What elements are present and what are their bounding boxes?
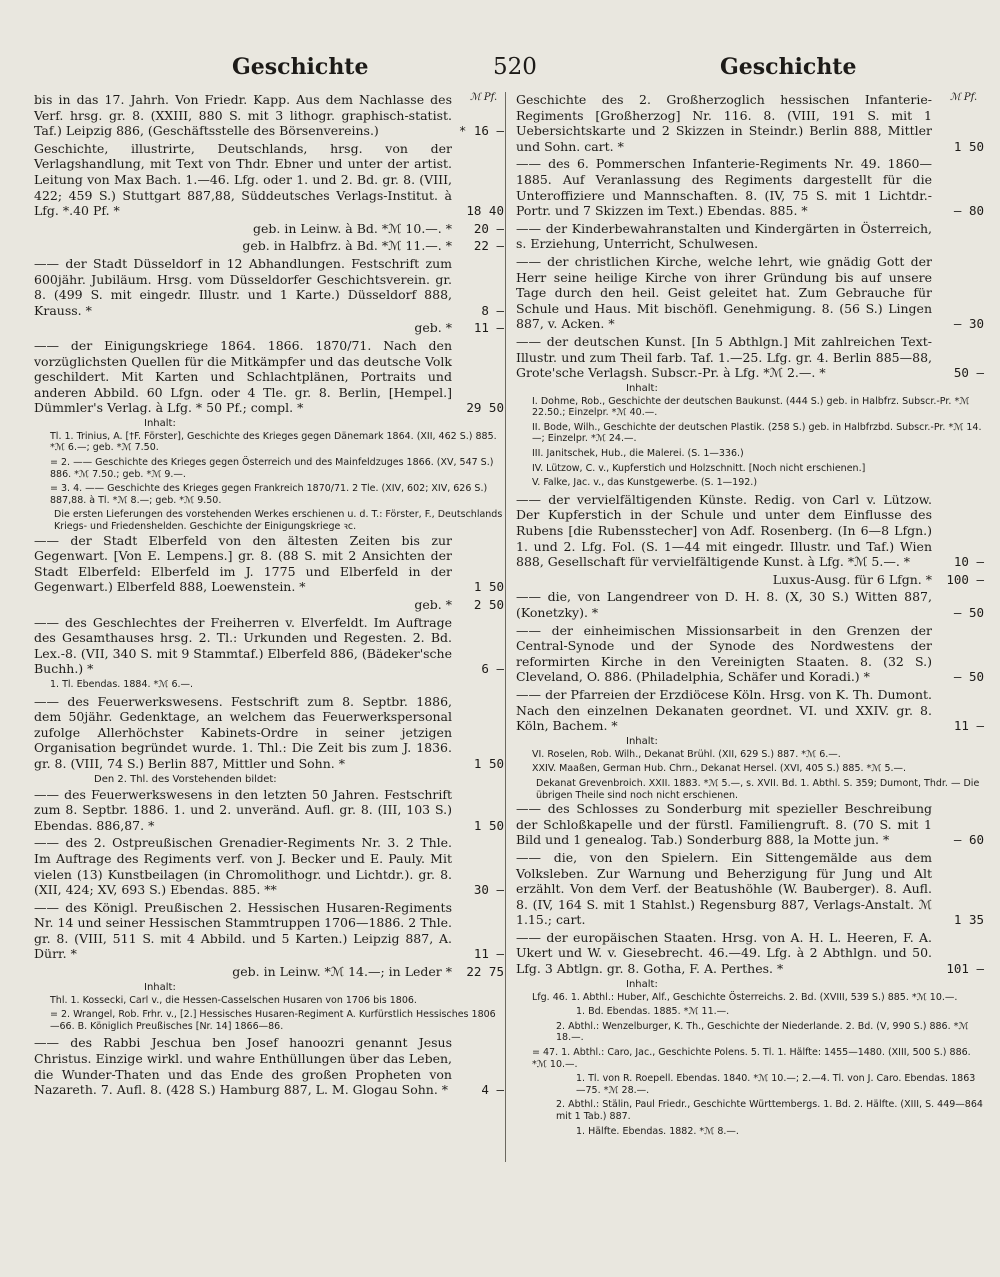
entry-text: —— die, von Langendreer von D. H. 8. (X, 30 S.) Witten 887, (Konetzky). *	[516, 589, 932, 620]
sub-entry: III. Janitschek, Hub., die Malerei. (S. 1—336.)	[532, 448, 744, 460]
catalog-entry	[516, 92, 984, 154]
entry-text: Luxus-Ausg. für 6 Lfgn. *	[772, 571, 932, 587]
catalog-entry	[34, 900, 504, 962]
entry-text: —— des Geschlechtes der Freiherren v. Elverfeldt. Im Auftrage des Gesamthauses hrsg. 2. Tl.: Urkunden und Regesten. 2. Bd. Lex.-8. (VII, 340 S. mit 9 Stammtaf.) Elberfeld 886, (Bädeker'sche Buchh.) *	[34, 614, 452, 677]
sub-entry: Tl. 1. Trinius, A. [†F. Förster], Geschichte des Krieges gegen Dänemark 1864. (XII, 462 S.) 885. *ℳ 6.—; geb. *ℳ 7.50.	[50, 430, 497, 454]
entry-price: 11 —	[473, 946, 504, 962]
catalog-entry	[516, 930, 984, 977]
sub-entry: VI. Roselen, Rob. Wilh., Dekanat Brühl. (XII, 629 S.) 887. *ℳ 6.—.	[532, 748, 841, 760]
entry-text: —— des Schlosses zu Sonderburg mit spezieller Beschreibung der Schloßkapelle und der fürstl. Familiengruft. 8. (70 S. mit 1 Bild und 1 genealog. Tab.) Sonderburg 888, la Motte jun. *	[516, 801, 932, 848]
entry-price: 11 —	[953, 718, 984, 734]
entry-price: — 30	[953, 316, 984, 332]
catalog-entry	[34, 338, 504, 416]
contents-heading: Inhalt:	[626, 978, 658, 990]
entry-text: —— der Stadt Elberfeld von den ältesten Zeiten bis zur Gegenwart. [Von E. Lempens.] gr. 8. (88 S. mit 2 Ansichten der Stadt Elberfeld: Elberfeld im J. 1775 und Elberfeld in der Gegenwart.) Elberfeld 888, Loewenstein. *	[34, 532, 452, 595]
sub-entry: 1. Hälfte. Ebendas. 1882. *ℳ 8.—.	[576, 1125, 739, 1137]
sub-entry: XXIV. Maaßen, German Hub. Chrn., Dekanat Hersel. (XVI, 405 S.) 885. *ℳ 5.—.	[532, 763, 907, 775]
entry-text: geb. *	[414, 597, 452, 612]
entry-price: 1 50	[473, 817, 504, 833]
entry-price: 18 40	[466, 203, 504, 219]
entry-price: 8 —	[481, 302, 504, 318]
entry-text: —— der Stadt Düsseldorf in 12 Abhandlungen. Festschrift zum 600jähr. Jubiläum. Hrsg. vom Düsseldorfer Geschichtsverein. gr. 8. (499 S. mit eingedr. Illustr. und 1 Karte.) Düsseldorf 888, Krauss. *	[34, 255, 452, 318]
sub-entry: V. Falke, Jac. v., das Kunstgewerbe. (S. 1—192.)	[532, 477, 758, 489]
entry-text: —— der vervielfältigenden Künste. Redig. von Carl v. Lützow. Der Kupferstich in der Schule und unter dem Einflusse des Rubens [die Rubensstecher] von Adf. Rosenberg. (In 6—8 Lfgn.) 1. und 2. Lfg. Fol. (S. 1—44 mit eingedr. Illustr. und Taf.) Wien 888, Gesellschaft für vervielfältigende Kunst. à Lfg. *ℳ 5.—. *	[516, 491, 932, 570]
entry-text: Geschichte, illustrirte, Deutschlands, hrsg. von der Verlagshandlung, mit Text von Thdr. Ebner und unter der artist. Leitung von Max Bach. 1.—46. Lfg. oder 1. und 2. Bd. gr. 8. (VIII, 422; 459 S.) Stuttgart 887,88, Süddeutsches Verlags-Institut. à Lfg. *.40 Pf. *	[34, 140, 452, 219]
entry-text: bis in das 17. Jahrh. Von Friedr. Kapp. Aus dem Nachlasse des Verf. hrsg. gr. 8. (XXIII, 880 S. mit 3 lithogr. graphisch-statist. Taf.) Leipzig 886, (Geschäftsstelle des Börsenvereins.)	[34, 92, 452, 139]
entry-price: 20 —	[473, 220, 504, 236]
entry-price: 100 —	[946, 571, 984, 587]
entry-note: Den 2. Thl. des Vorstehenden bildet:	[94, 773, 277, 785]
entry-text: —— des Rabbi Jeschua ben Josef hanoozri genannt Jesus Christus. Einzige wirkl. und wahre Enthüllungen über das Leben, die Wunder-Thaten und das Ende des großen Propheten von Nazareth. 7. Aufl. 8. (428 S.) Hamburg 887, L. M. Glogau Sohn. *	[34, 1035, 452, 1098]
entry-price: 30 —	[473, 882, 504, 898]
entry-price: 101 —	[946, 961, 984, 977]
contents-heading: Inhalt:	[144, 417, 176, 429]
right-column	[516, 92, 984, 1140]
running-header-right: Geschichte	[720, 54, 857, 80]
entry-price: 10 —	[953, 554, 984, 570]
catalog-entry	[516, 254, 984, 332]
sub-entry: 1. Tl. Ebendas. 1884. *ℳ 6.—.	[50, 678, 194, 690]
sub-entry: = 2. Wrangel, Rob. Frhr. v., [2.] Hessisches Husaren-Regiment A. Kurfürstlich Hessisches 1806—66. B. Königlich Preußisches [Nr. 14] 1866—86.	[50, 1009, 496, 1032]
catalog-entry	[34, 1035, 504, 1097]
sub-entry: Thl. 1. Kossecki, Carl v., die Hessen-Casselschen Husaren von 1706 bis 1806.	[50, 994, 417, 1006]
entry-text: —— des Königl. Preußischen 2. Hessischen Husaren-Regiments Nr. 14 und seiner Hessischen Stammtruppen 1706—1886. 2 Thle. gr. 8. (VIII, 511 S. mit 4 Abbild. und 5 Karten.) Leipzig 887, A. Dürr. *	[34, 899, 452, 962]
sub-entry: I. Dohme, Rob., Geschichte der deutschen Baukunst. (444 S.) geb. in Halbfrz. Subscr.-Pr. *ℳ 22.50.; Einzelpr. *ℳ 40.—.	[532, 395, 970, 419]
entry-text: —— der europäischen Staaten. Hrsg. von A. H. L. Heeren, F. A. Ukert und W. v. Giesebrecht. 46.—49. Lfg. à 2 Abthlgn. und 50. Lfg. 3 Abtlgn. gr. 8. Gotha, F. A. Perthes. *	[516, 929, 932, 977]
sub-entry: 2. Abthl.: Wenzelburger, K. Th., Geschichte der Niederlande. 2. Bd. (V, 990 S.) 886. *ℳ 18.—.	[556, 1020, 969, 1044]
sub-entry: IV. Lützow, C. v., Kupferstich und Holzschnitt. [Noch nicht erschienen.]	[532, 462, 866, 474]
catalog-entry	[34, 256, 504, 318]
entry-price: 1 35	[953, 912, 984, 928]
price-column-header-left: ℳ Pf.	[470, 92, 498, 103]
catalog-entry	[516, 850, 984, 928]
sub-entry: 1. Bd. Ebendas. 1885. *ℳ 11.—.	[576, 1006, 730, 1018]
catalog-entry	[34, 141, 504, 219]
entry-text: —— der Pfarreien der Erzdiöcese Köln. Hrsg. von K. Th. Dumont. Nach den einzelnen Dekanaten geordnet. VI. und XXIV. gr. 8. Köln, Bachem. *	[516, 686, 932, 734]
entry-price: 50 —	[953, 365, 984, 381]
sub-entry: 1. Tl. von R. Roepell. Ebendas. 1840. *ℳ 10.—; 2.—4. Tl. von J. Caro. Ebendas. 1863—75. *ℳ 28.—.	[576, 1073, 976, 1096]
catalog-entry	[516, 334, 984, 381]
entry-price: — 80	[953, 203, 984, 219]
contents-heading: Inhalt:	[626, 382, 658, 394]
entry-price: 6 —	[481, 661, 504, 677]
entry-text: —— des 2. Ostpreußischen Grenadier-Regiments Nr. 3. 2 Thle. Im Auftrage des Regiments verf. von J. Becker und E. Pauly. Mit vielen (13) Kunstbeilagen (in Chromolithogr. und Lichtdr.). gr. 8. (XII, 424; XV, 693 S.) Ebendas. 885. **	[34, 835, 452, 898]
entry-note: Dekanat Grevenbroich. XXII. 1883. *ℳ 5.—, s. XVII. Bd. 1. Abthl. S. 359; Dumont, Thdr. — Die übrigen Theile sind noch nicht erschienen.	[536, 777, 980, 801]
entry-text: —— des Feuerwerkswesens. Festschrift zum 8. Septbr. 1886, dem 50jähr. Gedenktage, an welchem das Feuerwerkspersonal zufolge Allerhöchster Kabinets-Ordre in seiner jetzigen Organisation begründet wurde. 1. Thl.: Die Zeit bis zum J. 1836. gr. 8. (VIII, 74 S.) Berlin 887, Mittler und Sohn. *	[34, 693, 452, 771]
catalog-entry	[34, 92, 504, 139]
entry-price: 1 50	[473, 579, 504, 595]
entry-text: —— die, von den Spielern. Ein Sittengemälde aus dem Volksleben. Zur Warnung und Beherzigung für Jung und Alt erzählt. Von dem Verf. der Beatushöhle (W. Bauberger). 8. Aufl. 8. (IV, 164 S. mit 1 Stahlst.) Regensburg 887, Verlags-Anstalt. ℳ 1.15.; cart.	[516, 849, 932, 928]
entry-price: 4 —	[481, 1082, 504, 1098]
catalog-entry	[516, 801, 984, 848]
entry-text: —— der deutschen Kunst. [In 5 Abthlgn.] Mit zahlreichen Text-Illustr. und zum Theil farb. Taf. 1.—25. Lfg. gr. 4. Berlin 885—88, Grote'sche Verlagsh. Subscr.-Pr. à Lfg. *ℳ 2.—. *	[516, 333, 932, 381]
catalog-entry	[34, 221, 504, 237]
catalog-entry	[34, 533, 504, 595]
sub-entry: = 3. 4. —— Geschichte des Krieges gegen Frankreich 1870/71. 2 Tle. (XIV, 602; XIV, 626 S.) 887,88. à Tl. *ℳ 8.—; geb. *ℳ 9.50.	[50, 483, 488, 506]
entry-price: 11 —	[473, 320, 504, 336]
left-column	[34, 92, 504, 1100]
catalog-entry	[34, 238, 504, 254]
entry-text: geb. in Leinw. à Bd. *ℳ 10.—. *	[252, 220, 452, 236]
catalog-entry	[34, 694, 504, 772]
entry-text: —— der einheimischen Missionsarbeit in den Grenzen der Central-Synode und der Synode des Nordwestens der reformirten Kirche in den Vereinigten Staaten. 8. (32 S.) Cleveland, O. 886. (Philadelphia, Schäfer und Koradi.) *	[516, 622, 932, 685]
entry-note: Die ersten Lieferungen des vorstehenden Werkes erschienen u. d. T.: Förster, F., Deutschlands Kriegs- und Friedenshelden. Geschichte der Einigungskriege ꝛc.	[54, 509, 503, 533]
catalog-entry	[516, 687, 984, 734]
entry-price: — 50	[953, 605, 984, 620]
entry-price: 1 50	[473, 755, 504, 771]
entry-text: —— des 6. Pommerschen Infanterie-Regiments Nr. 49. 1860—1885. Auf Veranlassung des Regiments dargestellt für die Unteroffiziere und Mannschaften. 8. (IV, 75 S. mit 1 Lichtdr.-Portr. und 7 Skizzen im Text.) Ebendas. 885. *	[516, 156, 932, 219]
entry-price: — 60	[953, 832, 984, 848]
catalog-entry	[516, 572, 984, 588]
entry-text: geb. in Leinw. *ℳ 14.—; in Leder *	[232, 964, 452, 980]
running-header-left: Geschichte	[232, 54, 369, 80]
catalog-entry	[516, 623, 984, 685]
sub-entry: = 2. —— Geschichte des Krieges gegen Österreich und des Mainfeldzuges 1866. (XV, 547 S.) 886. *ℳ 7.50.; geb. *ℳ 9.—.	[50, 457, 494, 480]
page-number: 520	[493, 54, 537, 80]
sub-entry: Lfg. 46. 1. Abthl.: Huber, Alf., Geschichte Österreichs. 2. Bd. (XVIII, 539 S.) 885. *ℳ 10.—.	[532, 991, 958, 1003]
catalog-entry	[516, 221, 984, 252]
entry-price: * 16 —	[458, 123, 504, 139]
entry-price: 22 —	[473, 238, 504, 254]
entry-price: 2 50	[473, 597, 504, 612]
catalog-entry	[34, 787, 504, 834]
entry-text: —— der Kinderbewahranstalten und Kindergärten in Österreich, s. Erziehung, Unterricht, Schulwesen.	[516, 220, 932, 252]
contents-heading: Inhalt:	[144, 981, 176, 993]
catalog-entry	[34, 835, 504, 897]
entry-text: geb. in Halbfrz. à Bd. *ℳ 11.—. *	[242, 238, 452, 254]
catalog-entry	[34, 964, 504, 980]
sub-entry: II. Bode, Wilh., Geschichte der deutschen Plastik. (258 S.) geb. in Halbfrzbd. Subscr.-Pr. *ℳ 14.—; Einzelpr. *ℳ 24.—.	[532, 421, 982, 445]
entry-text: —— der christlichen Kirche, welche lehrt, wie gnädig Gott der Herr seine heilige Kirche von ihrer Gründung bis auf unsere Tage durch den heil. Geist geleitet hat. Zum Gebrauche für Schule und Haus. Mit bischöfl. Genehmigung. 8. (56 S.) Lingen 887, v. Acken. *	[516, 253, 932, 332]
catalog-entry	[34, 320, 504, 336]
catalog-entry	[34, 615, 504, 677]
price-column-header-right: ℳ Pf.	[950, 92, 978, 103]
catalog-entry	[516, 589, 984, 620]
entry-text: —— des Feuerwerkswesens in den letzten 50 Jahren. Festschrift zum 8. Septbr. 1886. 1. und 2. unveränd. Aufl. gr. 8. (III, 103 S.) Ebendas. 886,87. *	[34, 786, 452, 833]
sub-entry: = 47. 1. Abthl.: Caro, Jac., Geschichte Polens. 5. Tl. 1. Hälfte: 1455—1480. (XIII, 500 S.) 886. *ℳ 10.—.	[532, 1047, 971, 1070]
entry-price: 1 50	[953, 138, 984, 154]
entry-text: Geschichte des 2. Großherzoglich hessischen Infanterie-Regiments [Großherzog] Nr. 116. 8. (VIII, 191 S. mit 1 Uebersichtskarte und 2 Skizzen in Steindr.) Berlin 888, Mittler und Sohn. cart. *	[516, 92, 932, 154]
sub-entry: 2. Abthl.: Stälin, Paul Friedr., Geschichte Württembergs. 1. Bd. 2. Hälfte. (XIII, S. 449—864 mit 1 Tab.) 887.	[556, 1099, 983, 1122]
entry-text: —— der Einigungskriege 1864. 1866. 1870/71. Nach den vorzüglichsten Quellen für die Mitkämpfer und das deutsche Volk geschildert. Mit Karten und Schlachtplänen, Portraits und anderen Abbild. 60 Lfgn. oder 4 Tle. gr. 8. Berlin, [Hempel.] Dümmler's Verlag. à Lfg. * 50 Pf.; compl. *	[34, 337, 452, 416]
contents-heading: Inhalt:	[626, 735, 658, 747]
catalog-entry	[34, 597, 504, 613]
catalog-entry	[516, 492, 984, 570]
catalog-entry	[516, 156, 984, 218]
entry-price: 29 50	[466, 400, 504, 416]
entry-text: geb. *	[414, 320, 452, 336]
entry-price: — 50	[953, 669, 984, 685]
entry-price: 22 75	[466, 964, 504, 980]
column-divider	[505, 92, 506, 1162]
